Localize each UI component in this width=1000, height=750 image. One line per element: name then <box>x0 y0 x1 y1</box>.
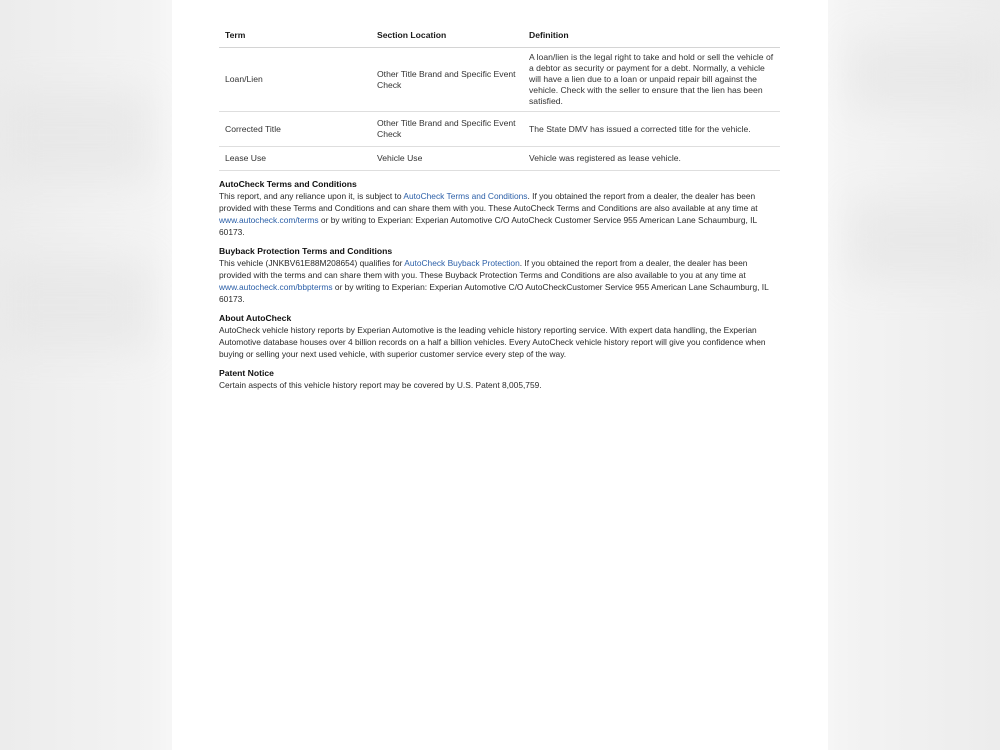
row-term: Loan/Lien <box>219 48 371 112</box>
patent-section <box>219 367 780 391</box>
about-section <box>219 312 780 360</box>
about-text: AutoCheck vehicle history reports by Experian Automotive is the leading vehicle history reporting service. With expert data handling, the Experian Automotive database houses over 4 billion records on a half a billion vehicles. Every AutoCheck vehicle history report will give you confidence when buying or selling your next used vehicle, with superior customer service every step of the way. <box>219 325 766 359</box>
table-row <box>219 112 780 147</box>
row-definition: A loan/lien is the legal right to take and hold or sell the vehicle of a debtor as security or payment for a debt. Normally, a vehicle will have a lien due to a loan or unpaid repair bill against the vehicle. Check with the seller to ensure that the lien has been satisfied. <box>523 48 780 112</box>
terms-url-link[interactable]: www.autocheck.com/terms <box>219 215 319 225</box>
buyback-text <box>219 257 780 305</box>
buyback-heading: Buyback Protection Terms and Conditions <box>219 246 393 256</box>
terms-text-part: This report, and any reliance upon it, is subject to <box>219 191 404 201</box>
about-heading: About AutoCheck <box>219 313 292 323</box>
row-section: Vehicle Use <box>371 147 523 171</box>
row-section: Other Title Brand and Specific Event Check <box>371 112 523 147</box>
terms-table <box>219 22 780 171</box>
bbpterms-url-link[interactable]: www.autocheck.com/bbpterms <box>219 282 333 292</box>
header-definition: Definition <box>523 22 780 48</box>
row-definition: The State DMV has issued a corrected title for the vehicle. <box>523 112 780 147</box>
table-row <box>219 48 780 112</box>
buyback-text-part: or by writing to Experian: Experian Automotive C/O AutoCheckCustomer Service 955 American Lane Schaumburg, IL 60173. <box>219 282 769 304</box>
buyback-section <box>219 245 780 305</box>
patent-heading: Patent Notice <box>219 368 274 378</box>
blurred-background-left <box>0 90 150 180</box>
buyback-text-part: . If you obtained the report from a dealer, the dealer has been provided with the terms and can share them with you. These Buyback Protection Terms and Conditions are also available to you at any time at <box>219 258 748 280</box>
buyback-text-part: This vehicle (JNKBV61E88M208654) qualifies for <box>219 258 405 268</box>
terms-conditions-section <box>219 178 780 238</box>
blurred-background-left-lower <box>0 260 150 350</box>
row-term: Lease Use <box>219 147 371 171</box>
blurred-background-right <box>850 40 1000 110</box>
header-term: Term <box>219 22 371 48</box>
row-definition: Vehicle was registered as lease vehicle. <box>523 147 780 171</box>
terms-conditions-heading: AutoCheck Terms and Conditions <box>219 179 357 189</box>
report-content <box>219 22 780 391</box>
row-term: Corrected Title <box>219 112 371 147</box>
terms-text-part: or by writing to Experian: Experian Automotive C/O AutoCheck Customer Service 955 American Lane Schaumburg, IL 60173. <box>219 215 757 237</box>
table-header-row <box>219 22 780 48</box>
terms-text-part: . If you obtained the report from a dealer, the dealer has been provided with these Terms and Conditions and can share them with you. These AutoCheck Terms and Conditions are also available at any time at <box>219 191 758 213</box>
header-section-location: Section Location <box>371 22 523 48</box>
terms-conditions-link[interactable]: AutoCheck Terms and Conditions <box>403 191 528 201</box>
buyback-protection-link[interactable]: AutoCheck Buyback Protection <box>404 258 520 268</box>
terms-conditions-text <box>219 190 780 238</box>
row-section: Other Title Brand and Specific Event Check <box>371 48 523 112</box>
blurred-background-right-lower <box>850 200 1000 280</box>
table-row <box>219 147 780 171</box>
report-page[interactable] <box>172 0 828 750</box>
patent-text: Certain aspects of this vehicle history report may be covered by U.S. Patent 8,005,759. <box>219 380 542 390</box>
